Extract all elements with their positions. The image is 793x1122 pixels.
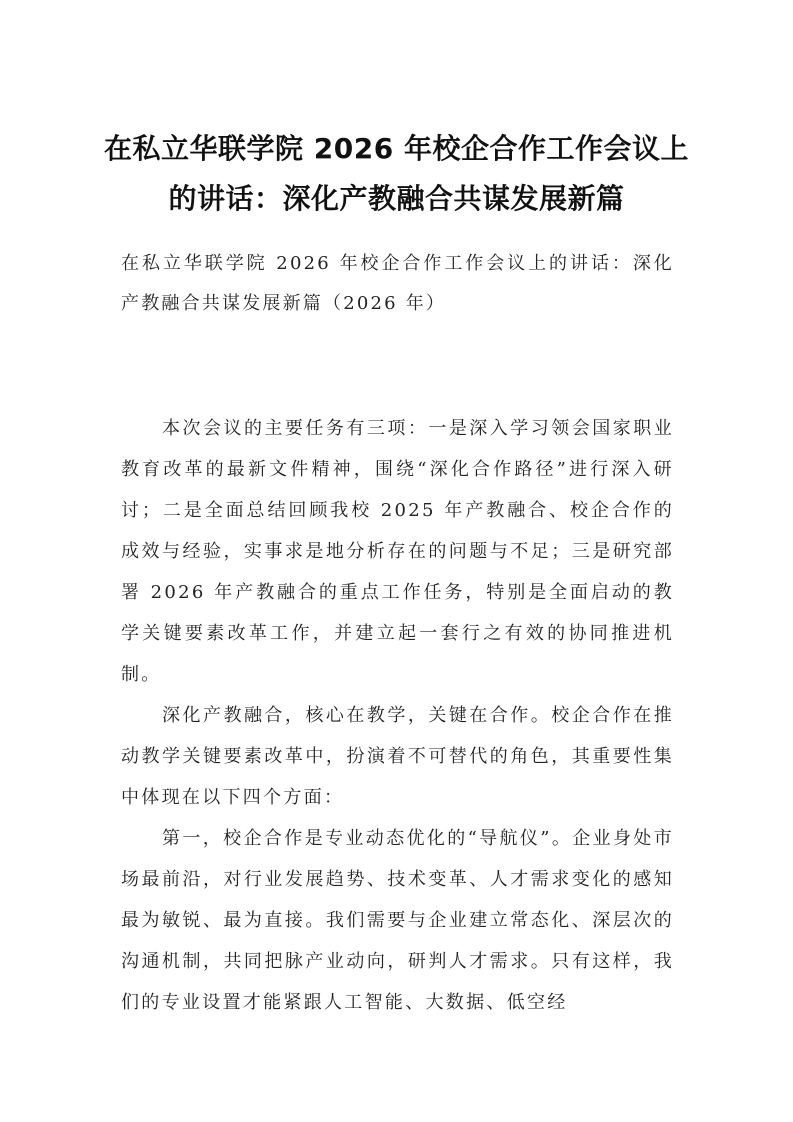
body-paragraph: 深化产教融合，核心在教学，关键在合作。校企合作在推动教学关键要素改革中，扮演着不可替代的角色，其重要性集中体现在以下四个方面： bbox=[121, 705, 674, 808]
body-paragraph: 本次会议的主要任务有三项：一是深入学习领会国家职业教育改革的最新文件精神，围绕“深化合作路径”进行深入研讨；二是全面总结回顾我校 2025 年产教融合、校企合作的成效与经验，实事求是地分析存在的问题与不足；三是研究部署 2026 年产教融合的重点工作任务，特别是全面启动的教学关键要素改革工作，并建立起一套行之有效的协同推进机制。 bbox=[121, 418, 674, 685]
document-subtitle: 在私立华联学院 2026 年校企合作工作会议上的讲话：深化产教融合共谋发展新篇（2026 年） bbox=[121, 253, 674, 314]
document-body bbox=[121, 408, 674, 1023]
body-paragraph: 第一，校企合作是专业动态优化的“导航仪”。企业身处市场最前沿，对行业发展趋势、技术变革、人才需求变化的感知最为敏锐、最为直接。我们需要与企业建立常态化、深层次的沟通机制，共同把脉产业动向，研判人才需求。只有这样，我们的专业设置才能紧跟人工智能、大数据、低空经 bbox=[121, 828, 674, 1013]
document-title: 在私立华联学院 2026 年校企合作工作会议上的讲话：深化产教融合共谋发展新篇 bbox=[104, 132, 689, 215]
